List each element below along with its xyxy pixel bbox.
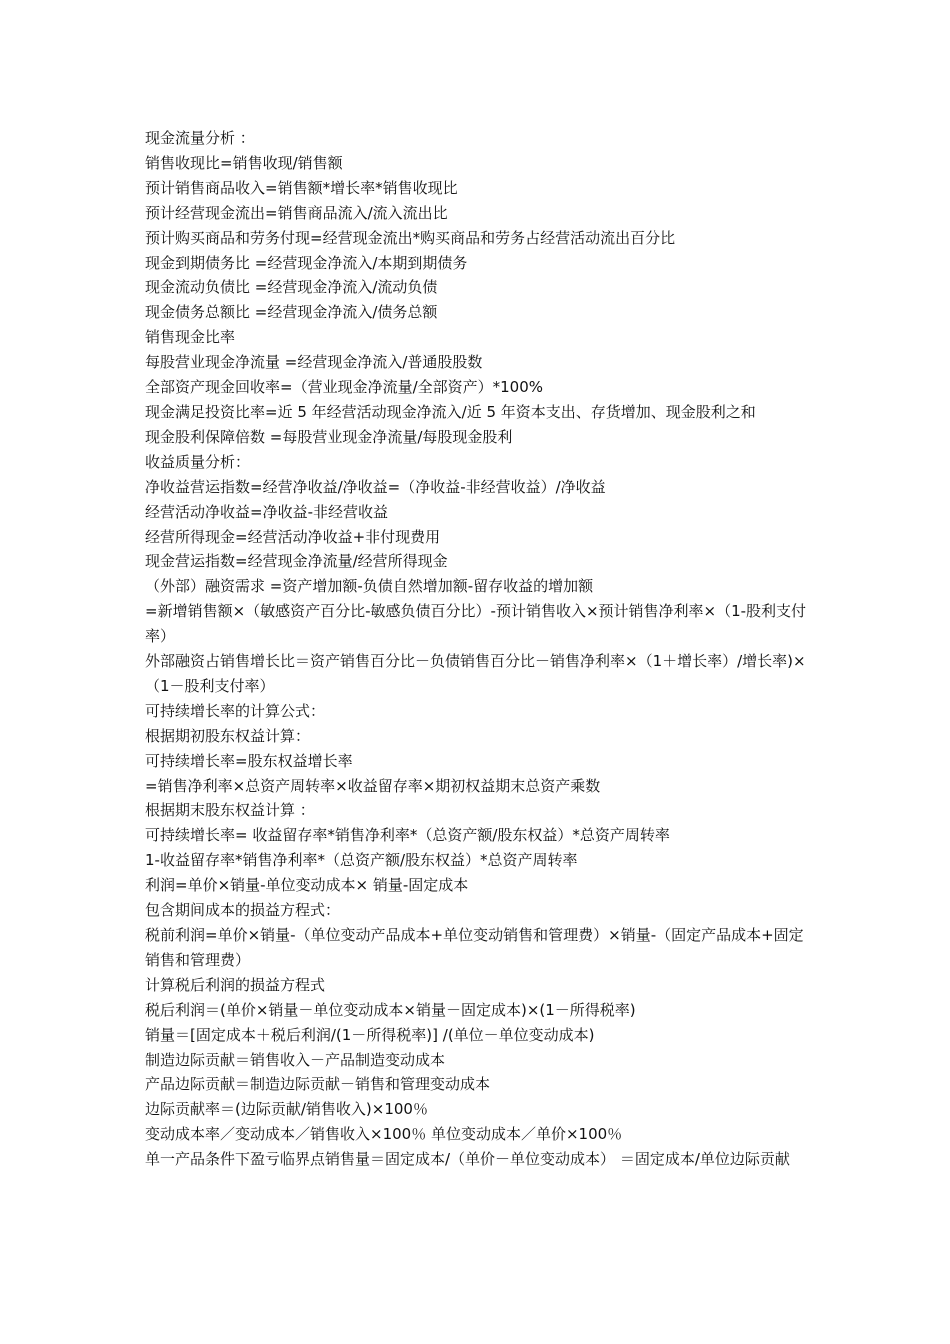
formula-line: 包含期间成本的损益方程式： [145,901,341,920]
formula-line: 现金营运指数=经营现金净流量/经营所得现金 [145,552,448,571]
formula-line: 现金到期债务比 =经营现金净流入/本期到期债务 [145,253,468,272]
formula-line: 计算税后利润的损益方程式 [145,975,326,994]
formula-line: 预计销售商品收入=销售额*增长率*销售收现比 [145,178,458,197]
formula-line: =销售净利率×总资产周转率×收益留存率×期初权益期末总资产乘数 [145,776,601,795]
formula-line: 边际贡献率＝(边际贡献/销售收入)×100％ [145,1100,428,1119]
formula-line: 可持续增长率=股东权益增长率 [145,751,353,770]
section-heading-earnings-quality: 收益质量分析： [145,452,251,471]
formula-line: =新增销售额×（敏感资产百分比-敏感负债百分比）-预计销售收入×预计销售净利率×（1-股利支付率） [145,602,807,646]
formula-line: 制造边际贡献＝销售收入－产品制造变动成本 [145,1050,446,1069]
formula-line: 税后利润＝(单价×销量－单位变动成本×销量－固定成本)×(1－所得税率) [145,1000,636,1019]
formula-line: （外部）融资需求 =资产增加额-负债自然增加额-留存收益的增加额 [145,577,594,596]
formula-line: 变动成本率／变动成本／销售收入×100％ 单位变动成本／单价×100％ [145,1125,623,1144]
formula-line: 利润=单价×销量-单位变动成本× 销量-固定成本 [145,876,469,895]
formula-line: 净收益营运指数=经营净收益/净收益=（净收益-非经营收益）/净收益 [145,477,606,496]
formula-line: 每股营业现金净流量 =经营现金净流入/普通股股数 [145,353,483,372]
formula-line: 经营活动净收益=净收益-非经营收益 [145,502,388,521]
section-heading-sustainable-growth: 可持续增长率的计算公式： [145,701,326,720]
formula-line: 预计经营现金流出=销售商品流入/流入流出比 [145,203,448,222]
formula-line: 预计购买商品和劳务付现=经营现金流出*购买商品和劳务占经营活动流出百分比 [145,228,676,247]
formula-line: 现金流动负债比 =经营现金净流入/流动负债 [145,278,438,297]
formula-line: 全部资产现金回收率=（营业现金净流量/全部资产）*100% [145,378,544,397]
formula-line: 现金股利保障倍数 =每股营业现金净流量/每股现金股利 [145,427,513,446]
formula-line: 根据期初股东权益计算： [145,726,311,745]
formula-line: 销量＝[固定成本＋税后利润/(1－所得税率)] /(单位－单位变动成本) [145,1025,595,1044]
formula-line: 根据期末股东权益计算 ： [145,801,315,820]
formula-line: 税前利润=单价×销量-（单位变动产品成本+单位变动销售和管理费）×销量-（固定产品成本+固定销售和管理费） [145,926,804,969]
formula-line: 现金满足投资比率=近 5 年经营活动现金净流入/近 5 年资本支出、存货增加、现金股利之和 [145,402,756,421]
formula-line: 外部融资占销售增长比＝资产销售百分比－负债销售百分比－销售净利率×（1＋增长率）/增长率)×（1－股利支付率） [145,652,806,695]
formula-line: 产品边际贡献＝制造边际贡献－销售和管理变动成本 [145,1075,491,1094]
section-heading-cash-flow: 现金流量分析 ： [145,129,255,147]
formula-line: 销售收现比=销售收现/销售额 [145,153,343,172]
formula-line: 单一产品条件下盈亏临界点销售量＝固定成本/（单价－单位变动成本） ＝固定成本/单位边际贡献 [145,1150,790,1169]
formula-line: 1-收益留存率*销售净利率*（总资产额/股东权益）*总资产周转率 [145,851,578,870]
formula-line: 销售现金比率 [145,328,236,347]
document-body [145,126,810,1172]
formula-line: 可持续增长率= 收益留存率*销售净利率*（总资产额/股东权益）*总资产周转率 [145,826,670,845]
formula-line: 经营所得现金=经营活动净收益+非付现费用 [145,527,441,546]
formula-line: 现金债务总额比 =经营现金净流入/债务总额 [145,303,438,322]
